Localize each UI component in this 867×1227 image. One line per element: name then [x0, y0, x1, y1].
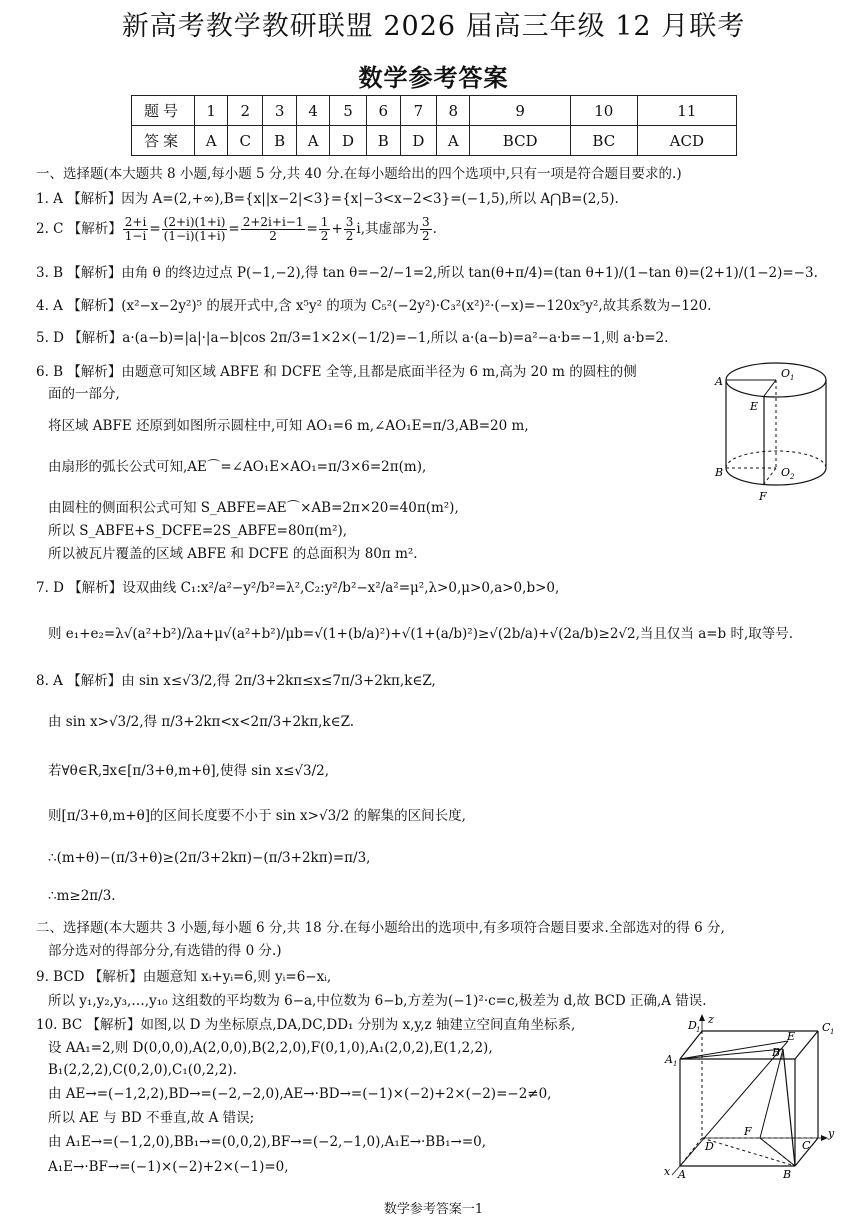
table-cell: ACD — [637, 126, 736, 156]
label-B: B — [715, 466, 724, 479]
label-O1: O — [781, 367, 791, 380]
fraction: $\frac{2+2i+i-1}{2}$ — [242, 215, 304, 243]
table-header-label: 题号 — [132, 96, 195, 126]
solution-q8-line6: ∴m≥2π/3. — [48, 888, 116, 904]
label-F: F — [744, 1125, 752, 1138]
label-z: z — [708, 1013, 714, 1026]
solution-q9-line2: 所以 y₁,y₂,y₃,…,y₁₀ 这组数的平均数为 6−a,中位数为 6−b,方差为(−1)²·c=c,极差为 d,故 BCD 正确,A 错误. — [48, 993, 707, 1009]
label-C: C — [802, 1139, 811, 1152]
table-answer-label: 答案 — [132, 126, 195, 156]
page-footer: 数学参考答案一1 — [383, 1202, 484, 1217]
label-B: B — [783, 1168, 792, 1178]
label-B1: B — [772, 1046, 781, 1059]
table-cell: 6 — [366, 96, 400, 126]
solution-q4: 4. A 【解析】(x²−x−2y²)⁵ 的展开式中,含 x⁵y² 的项为 C₅²(−2y²)·C₃²(x²)²·(−x)=−120x⁵y²,故其系数为−120. — [36, 298, 712, 314]
fraction: $\frac{3}{2}$ — [422, 215, 430, 243]
table-cell: B — [366, 126, 400, 156]
label-E: E — [787, 1030, 796, 1043]
table-cell: D — [330, 126, 367, 156]
solution-q6-line3: 将区域 ABFE 还原到如图所示圆柱中,可知 AO₁=6 m,∠AO₁E=π/3,AB=20 m, — [48, 418, 529, 434]
solution-q10-line6: 由 A₁E→=(−1,2,0),BB₁→=(0,0,2),BF→=(−2,−1,0),A₁E→·BB₁→=0, — [48, 1134, 487, 1150]
label-D1: D — [688, 1019, 697, 1032]
table-row-answers — [132, 126, 737, 156]
table-cell: BCD — [470, 126, 571, 156]
solution-q6-line5: 由圆柱的侧面积公式可知 S_ABFE=AE⌒×AB=2π×20=40π(m²), — [48, 500, 459, 516]
solution-q5: 5. D 【解析】a·(a−b)=|a|·|a−b|cos 2π/3=1×2×(−1/2)=−1,所以 a·(a−b)=a²−a·b=−1,则 a·b=2. — [36, 330, 669, 346]
label-A1: A — [665, 1053, 673, 1066]
solution-q6-line4: 由扇形的弧长公式可知,AE⌒=∠AO₁E×AO₁=π/3×6=2π(m), — [48, 459, 427, 475]
table-cell: C — [228, 126, 263, 156]
label-F: F — [759, 490, 767, 503]
label-C1: C — [822, 1021, 831, 1034]
label-A: A — [678, 1168, 686, 1178]
q2-lead: 2. C 【解析】 — [36, 221, 122, 237]
fraction: $\frac{(2+i)(1+i)}{(1-i)(1+i)}$ — [163, 215, 226, 243]
solution-q10-line3: B₁(2,2,2),C(0,2,0),C₁(0,2,2). — [48, 1062, 237, 1078]
table-cell: BC — [570, 126, 637, 156]
svg-text:1: 1 — [673, 1060, 678, 1068]
svg-text:1: 1 — [830, 1028, 835, 1036]
solution-q10-line2: 设 AA₁=2,则 D(0,0,0),A(2,0,0),B(2,2,0),F(0,1,0),A₁(2,0,2),E(1,2,2), — [48, 1040, 493, 1056]
table-cell: 3 — [263, 96, 297, 126]
label-y: y — [828, 1127, 835, 1140]
solution-q8-line2: 由 sin x>√3/2,得 π/3+2kπ<x<2π/3+2kπ,k∈Z. — [48, 714, 355, 730]
solution-q8-line5: ∴(m+θ)−(π/3+θ)≥(2π/3+2kπ)−(π/3+2kπ)=π/3, — [48, 850, 371, 866]
table-cell: D — [400, 126, 437, 156]
table-cell: 2 — [228, 96, 263, 126]
solution-q10-line5: 所以 AE 与 BD 不垂直,故 A 错误; — [48, 1110, 255, 1126]
section-heading-2-cont: 部分选对的得部分分,有选错的得 0 分.) — [48, 943, 282, 959]
solution-q6-line7: 所以被瓦片覆盖的区域 ABFE 和 DCFE 的总面积为 80π m². — [48, 546, 418, 562]
label-E: E — [750, 400, 759, 413]
table-cell: A — [195, 126, 228, 156]
svg-text:2: 2 — [790, 473, 795, 481]
solution-q8-line3: 若∀θ∈R,∃x∈[π/3+θ,m+θ],使得 sin x≤√3/2, — [48, 763, 330, 779]
table-cell: A — [297, 126, 330, 156]
table-cell: 7 — [400, 96, 437, 126]
solution-q8-line4: 则[π/3+θ,m+θ]的区间长度要不小于 sin x>√3/2 的解集的区间长度, — [48, 808, 466, 824]
section-heading-1: 一、选择题(本大题共 8 小题,每小题 5 分,共 40 分.在每小题给出的四个选项中,只有一项是符合题目要求的.) — [36, 166, 682, 182]
table-cell: 11 — [637, 96, 736, 126]
svg-text:1: 1 — [696, 1026, 701, 1034]
table-cell: 10 — [570, 96, 637, 126]
cylinder-figure — [712, 360, 837, 510]
answer-table — [131, 95, 737, 156]
solution-q10-line4: 由 AE→=(−1,2,2),BD→=(−2,−2,0),AE→·BD→=(−1)×(−2)+2×(−2)=−2≠0, — [48, 1086, 552, 1102]
solution-q10-line1: 10. BC 【解析】如图,以 D 为坐标原点,DA,DC,DD₁ 分别为 x,y,z 轴建立空间直角坐标系, — [36, 1017, 576, 1033]
fraction: $\frac{2+i}{1-i}$ — [124, 215, 147, 243]
section-heading-2: 二、选择题(本大题共 3 小题,每小题 6 分,共 18 分.在每小题给出的选项中,有多项符合题目要求.全部选对的得 6 分, — [36, 920, 725, 936]
solution-q6-line1: 6. B 【解析】由题意可知区域 ABFE 和 DCFE 全等,且都是底面半径为 6 m,高为 20 m 的圆柱的侧 — [36, 364, 637, 380]
table-cell: A — [437, 126, 470, 156]
table-cell: 5 — [330, 96, 367, 126]
table-cell: 4 — [297, 96, 330, 126]
table-row-numbers — [132, 96, 737, 126]
solution-q9-line1: 9. BCD 【解析】由题意知 xᵢ+yᵢ=6,则 yᵢ=6−xᵢ, — [36, 969, 332, 985]
label-O2: O — [781, 466, 791, 479]
solution-q7-line1: 7. D 【解析】设双曲线 C₁:x²/a²−y²/b²=λ²,C₂:y²/b²−x²/a²=μ²,λ>0,μ>0,a>0,b>0, — [36, 580, 560, 596]
label-D: D — [705, 1140, 714, 1153]
fraction: $\frac{1}{2}$ — [320, 215, 329, 243]
solution-q3: 3. B 【解析】由角 θ 的终边过点 P(−1,−2),得 tan θ=−2/−1=2,所以 tan(θ+π/4)=(tan θ+1)/(1−tan θ)=(2+1)/(1−2)=−3. — [36, 265, 818, 281]
solution-q10-line7: A₁E→·BF→=(−1)×(−2)+2×(−1)=0, — [48, 1159, 289, 1175]
solution-q1: 1. A 【解析】因为 A=(2,+∞),B={x||x−2|<3}={x|−3<x−2<3}=(−1,5),所以 A⋂B=(2,5). — [36, 191, 619, 207]
solution-q6-line2: 面的一部分, — [48, 386, 120, 402]
label-x: x — [664, 1165, 671, 1178]
svg-text:1: 1 — [780, 1053, 785, 1061]
page-title: 新高考教学教研联盟 2026 届高三年级 12 月联考 — [121, 11, 746, 42]
solution-q2: 2. C 【解析】 $\frac{2+i}{1-i}$ = $\frac{(2+i)(1+i)}{(1-i)(1+i)}$ = $\frac{2+2i+i-1}{2}$ = $\frac{1}{2}$ + $\frac{3}{2}$ i,其虚部为 $\frac{3}{2}$ . — [36, 215, 437, 243]
solution-q6-line6: 所以 S_ABFE+S_DCFE=2S_ABFE=80π(m²), — [48, 523, 348, 539]
label-A: A — [715, 375, 723, 388]
solution-q7-line2: 则 e₁+e₂=λ√(a²+b²)/λa+μ√(a²+b²)/μb=√(1+(b/a)²)+√(1+(a/b)²)≥√(2b/a)+√(2a/b)≥2√2,当且仅当 a=b 时,取等号. — [48, 626, 794, 642]
table-cell: 8 — [437, 96, 470, 126]
table-cell: 1 — [195, 96, 228, 126]
svg-text:1: 1 — [790, 374, 795, 382]
solution-q8-line1: 8. A 【解析】由 sin x≤√3/2,得 2π/3+2kπ≤x≤7π/3+2kπ,k∈Z, — [36, 673, 436, 689]
page-subtitle: 数学参考答案 — [358, 63, 509, 92]
cube-figure — [660, 1013, 838, 1178]
fraction: $\frac{3}{2}$ — [345, 215, 354, 243]
table-cell: 9 — [470, 96, 571, 126]
table-cell: B — [263, 126, 297, 156]
